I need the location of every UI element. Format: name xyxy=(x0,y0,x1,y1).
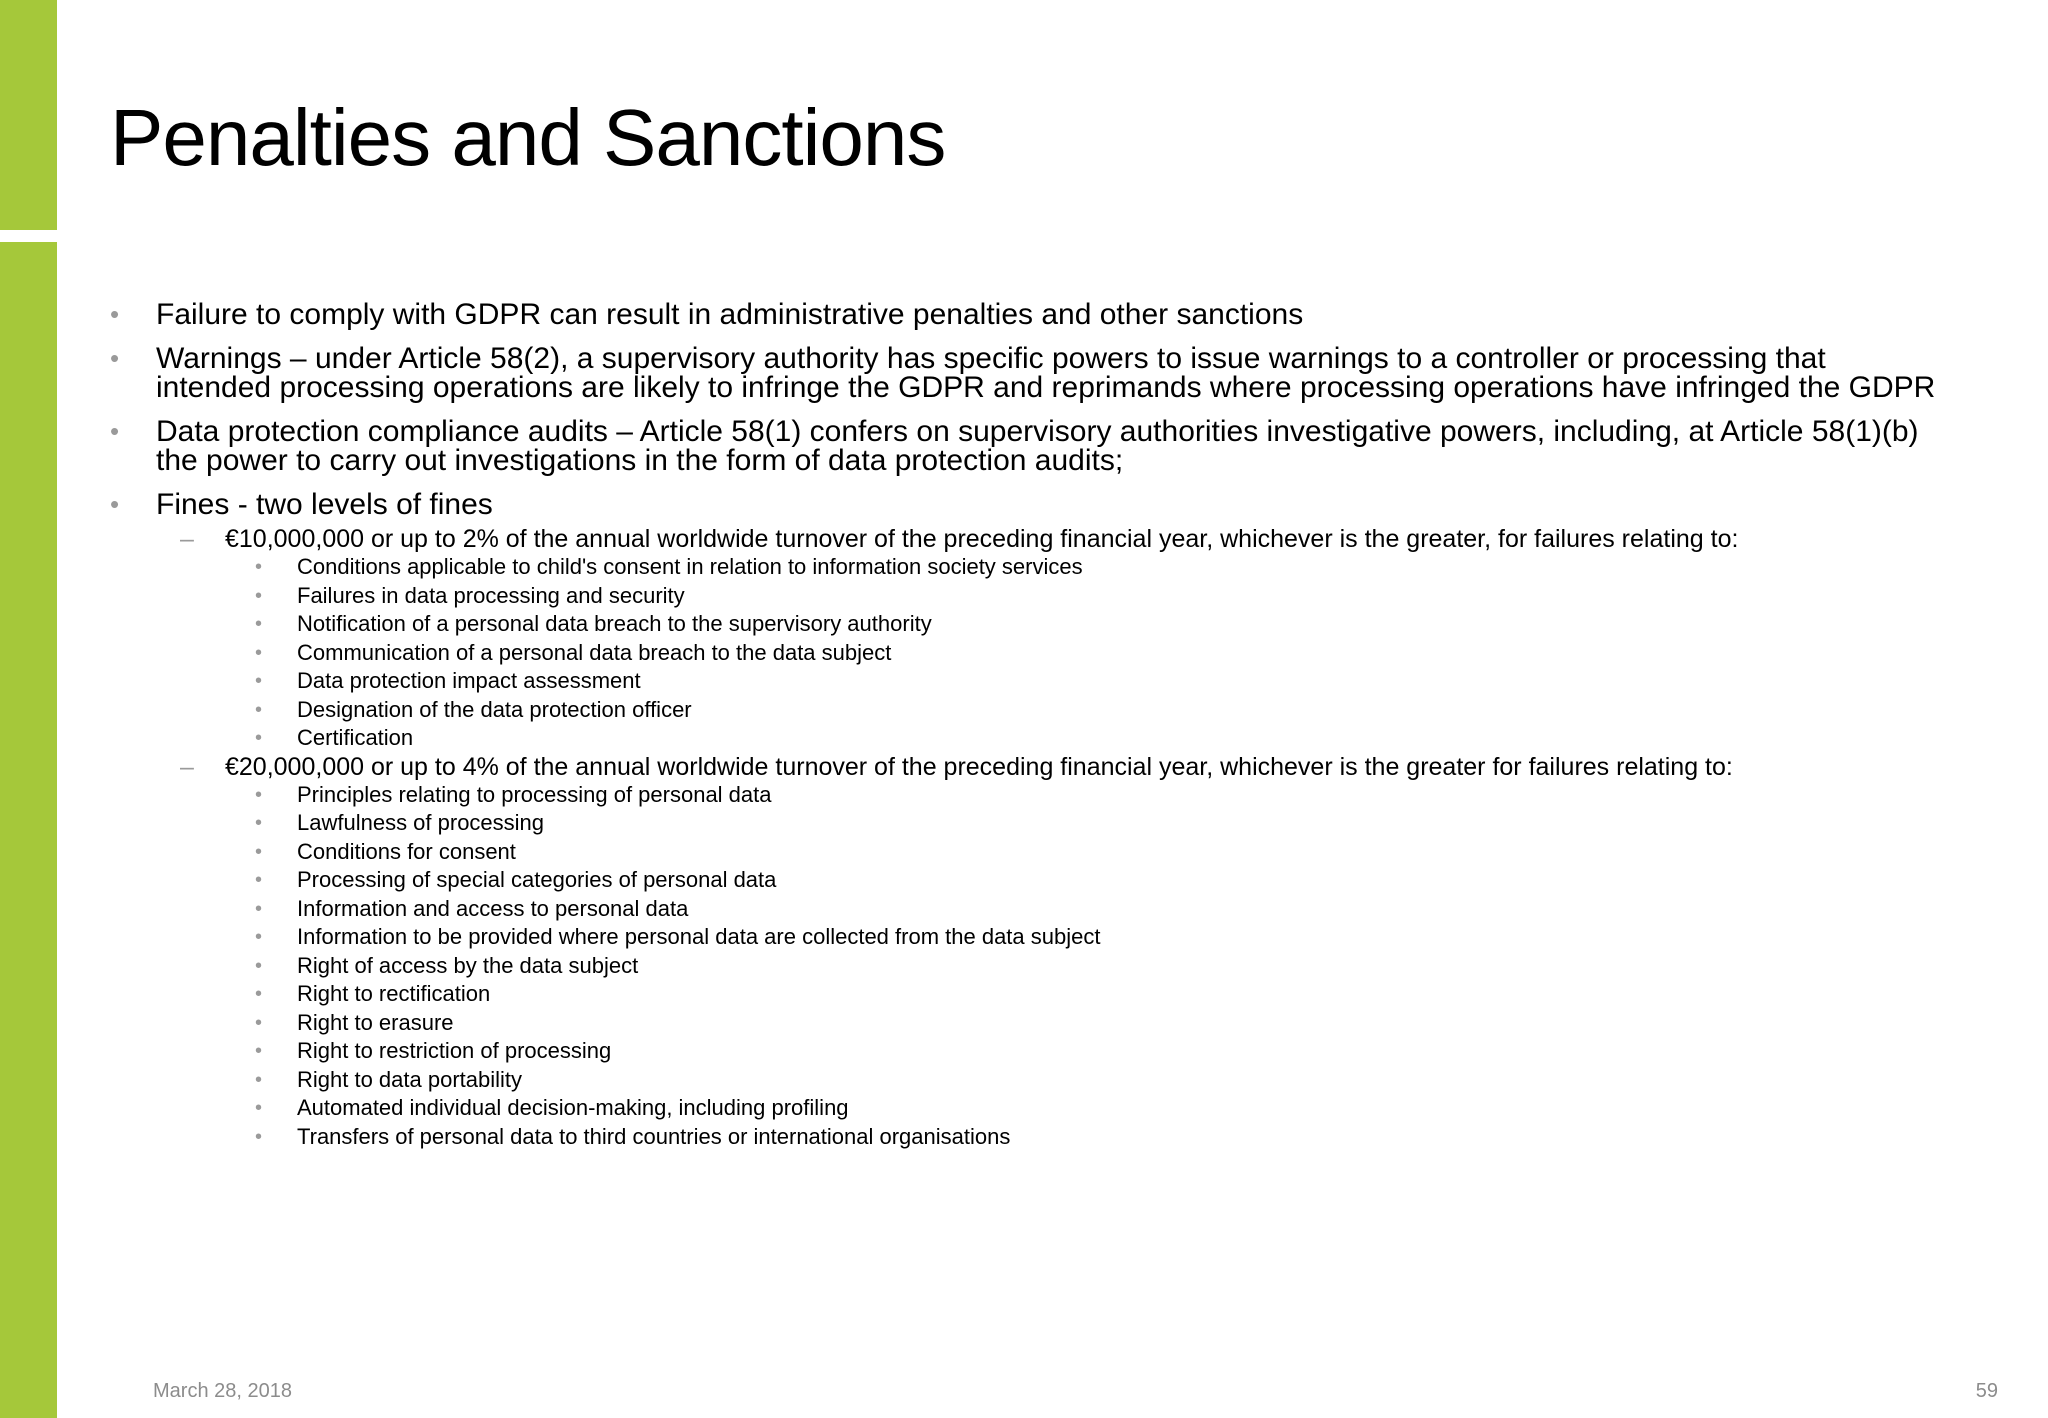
bullet-dot-icon: • xyxy=(255,727,263,749)
bullet-item xyxy=(110,490,1940,519)
fine-sub-text: Communication of a personal data breach to the data subject xyxy=(297,639,892,665)
bullet-dot-icon: • xyxy=(255,1097,263,1119)
bullet-text: Failure to comply with GDPR can result in administrative penalties and other sanctions xyxy=(156,298,1304,331)
fine-sub-item xyxy=(110,923,1940,952)
fine-sub-text: Lawfulness of processing xyxy=(297,810,545,835)
bullet-dot-icon: • xyxy=(110,343,120,373)
bullet-text: Data protection compliance audits – Article 58(1) confers on supervisory authorities investigative powers, including, at Article 58(1)(b) the power to carry out investigations in the form of data protection audits; xyxy=(156,415,1919,477)
bullet-dot-icon: • xyxy=(255,897,263,920)
bullet-dot-icon: • xyxy=(255,783,263,806)
fine-sub-text: Information and access to personal data xyxy=(297,895,689,921)
fine-sub-item xyxy=(110,1066,1940,1095)
fine-sub-item xyxy=(110,724,1940,753)
bullet-item xyxy=(110,417,1940,475)
fine-sub-text: Certification xyxy=(297,725,414,750)
bullet-dot-icon: • xyxy=(255,556,263,578)
fine-sub-item xyxy=(110,667,1940,696)
fine-sub-item xyxy=(110,639,1940,668)
fine-sub-text: Right to rectification xyxy=(297,981,491,1006)
fine-level-text: €10,000,000 or up to 2% of the annual worldwide turnover of the preceding financial year, whichever is the greater, for failures relating to: xyxy=(225,525,1739,553)
fine-sub-item xyxy=(110,1123,1940,1152)
fine-sub-text: Conditions for consent xyxy=(297,838,516,864)
fine-sub-text: Designation of the data protection officer xyxy=(297,696,692,722)
dash-icon: – xyxy=(180,525,194,553)
fine-sub-item xyxy=(110,781,1940,810)
bullet-dot-icon: • xyxy=(255,1011,263,1034)
fine-sub-text: Automated individual decision-making, including profiling xyxy=(297,1095,849,1120)
slide-content xyxy=(110,300,1940,1151)
fine-sub-item xyxy=(110,838,1940,867)
slide-title: Penalties and Sanctions xyxy=(110,93,946,182)
bullet-dot-icon: • xyxy=(255,641,263,664)
bullet-item xyxy=(110,300,1940,329)
page-number: 59 xyxy=(1975,1380,1998,1402)
fine-level-text: €20,000,000 or up to 4% of the annual worldwide turnover of the preceding financial year, whichever is the greater for failures relating to: xyxy=(225,752,1733,781)
fine-sub-text: Right to restriction of processing xyxy=(297,1038,612,1063)
bullet-dot-icon: • xyxy=(110,489,120,519)
bullet-dot-icon: • xyxy=(255,698,263,721)
fine-sub-text: Processing of special categories of personal data xyxy=(297,867,777,892)
bullet-dot-icon: • xyxy=(255,926,263,948)
fine-sub-item xyxy=(110,1037,1940,1066)
fine-sub-text: Failures in data processing and security xyxy=(297,582,685,608)
accent-bar-bottom xyxy=(0,242,57,1418)
fine-sub-text: Right to erasure xyxy=(297,1009,454,1035)
accent-bar-top xyxy=(0,0,57,230)
bullet-dot-icon: • xyxy=(255,954,263,977)
fine-sub-item xyxy=(110,696,1940,725)
bullet-dot-icon: • xyxy=(255,1068,263,1091)
bullet-item xyxy=(110,344,1940,402)
bullet-dot-icon: • xyxy=(255,840,263,863)
fine-sub-item xyxy=(110,980,1940,1009)
fine-sub-item xyxy=(110,895,1940,924)
fine-sub-item xyxy=(110,610,1940,639)
fine-sub-item xyxy=(110,866,1940,895)
fine-sub-item xyxy=(110,952,1940,981)
fine-sub-text: Principles relating to processing of personal data xyxy=(297,781,772,807)
fine-sub-text: Notification of a personal data breach to the supervisory authority xyxy=(297,611,932,636)
fine-sub-text: Transfers of personal data to third countries or international organisations xyxy=(297,1123,1011,1149)
bullet-text: Fines - two levels of fines xyxy=(156,488,493,521)
fine-sub-text: Information to be provided where personal data are collected from the data subject xyxy=(297,924,1101,949)
bullet-text: Warnings – under Article 58(2), a supervisory authority has specific powers to issue warnings to a controller or processing that intended processing operations are likely to infringe the GDPR and reprimands where processing operations have infringed the GDPR xyxy=(156,342,1936,404)
fine-level-item xyxy=(110,753,1940,781)
bullet-dot-icon: • xyxy=(110,299,120,329)
fine-sub-text: Right to data portability xyxy=(297,1066,523,1092)
bullet-dot-icon: • xyxy=(255,584,263,607)
bullet-dot-icon: • xyxy=(255,1125,263,1148)
bullet-dot-icon: • xyxy=(255,983,263,1005)
fine-sub-text: Right of access by the data subject xyxy=(297,952,639,978)
bullet-dot-icon: • xyxy=(255,613,263,635)
bullet-dot-icon: • xyxy=(255,670,263,692)
bullet-dot-icon: • xyxy=(255,812,263,834)
fine-sub-item xyxy=(110,1009,1940,1038)
footer-date: March 28, 2018 xyxy=(153,1380,292,1402)
fine-sub-item xyxy=(110,809,1940,838)
bullet-dot-icon: • xyxy=(110,416,120,446)
fine-sub-item xyxy=(110,1094,1940,1123)
fine-sub-text: Data protection impact assessment xyxy=(297,668,641,693)
fine-sub-text: Conditions applicable to child's consent in relation to information society services xyxy=(297,554,1083,579)
dash-icon: – xyxy=(180,752,194,781)
bullet-dot-icon: • xyxy=(255,869,263,891)
fine-sub-item xyxy=(110,582,1940,611)
fine-sub-item xyxy=(110,553,1940,582)
fine-level-item xyxy=(110,525,1940,553)
bullet-dot-icon: • xyxy=(255,1040,263,1062)
